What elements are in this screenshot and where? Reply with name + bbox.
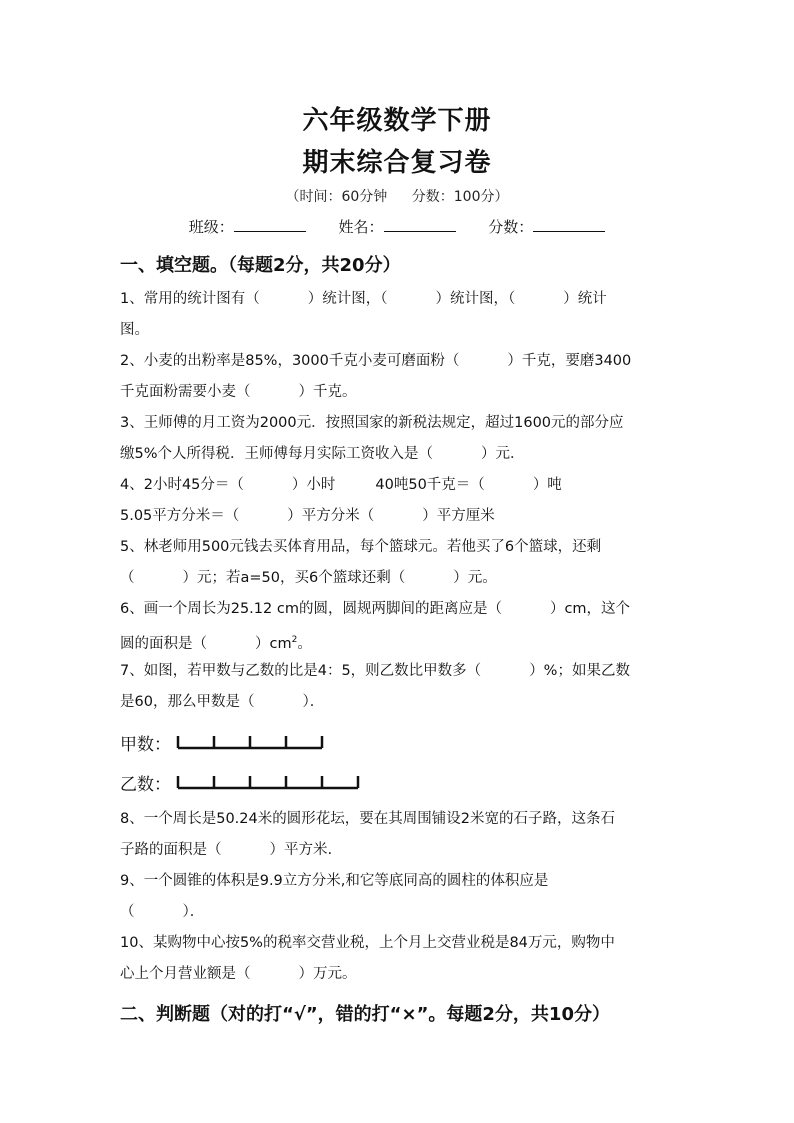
question-6-line-1: 6、画一个周长为25.12 cm的圆，圆规两脚间的距离应是（ ）cm，这个 xyxy=(120,601,631,617)
question-8-line-2: 子路的面积是（ ）平方米. xyxy=(120,842,333,858)
score-blank[interactable] xyxy=(533,217,605,232)
class-label: 班级： xyxy=(188,218,234,236)
question-5-line-1: 5、林老师用500元钱去买体育用品，每个篮球元。若他买了6个篮球，还剩 xyxy=(120,539,602,555)
question-2-line-2: 千克面粉需要小麦（ ）千克。 xyxy=(120,384,357,400)
jia-label: 甲数： xyxy=(120,735,171,755)
question-4-line-1: 4、2小时45分＝（ ）小时 40吨50千克＝（ ）吨 xyxy=(120,477,562,493)
question-10-line-1: 10、某购物中心按5%的税率交营业税，上个月上交营业税是84万元，购物中 xyxy=(120,935,615,951)
section-1-heading: 一、填空题。（每题2分，共20分） xyxy=(120,255,401,276)
score-label: 分数： xyxy=(488,218,534,236)
question-5-line-2: （ ）元；若a=50，买6个篮球还剩（ ）元。 xyxy=(120,570,497,586)
question-1-line-2: 图。 xyxy=(120,322,149,338)
question-10-line-2: 心上个月营业额是（ ）万元。 xyxy=(120,966,357,982)
name-blank[interactable] xyxy=(384,217,456,232)
yi-label: 乙数： xyxy=(120,775,171,795)
student-info-row xyxy=(0,216,794,237)
class-blank[interactable] xyxy=(234,217,306,232)
total-score: 分数：100分） xyxy=(411,189,509,205)
question-2-line-1: 2、小麦的出粉率是85%，3000千克小麦可磨面粉（ ）千克，要磨3400 xyxy=(120,353,632,369)
question-4-line-2: 5.05平方分米＝（ ）平方分米（ ）平方厘米 xyxy=(120,508,495,524)
yi-segment-bar xyxy=(176,772,376,792)
question-7-line-2: 是60，那么甲数是（ ）． xyxy=(120,694,325,710)
question-3-line-2: 缴5%个人所得税．王师傅每月实际工资收入是（ ）元． xyxy=(120,446,525,462)
question-6-line-2: 圆的面积是（ ）$cm^2$。 xyxy=(120,635,312,652)
question-9-line-1: 9、一个圆锥的体积是9.9立方分米,和它等底同高的圆柱的体积应是 xyxy=(120,873,549,889)
title-line-2: 期末综合复习卷 xyxy=(302,148,492,178)
question-7-line-1: 7、如图，若甲数与乙数的比是4：5，则乙数比甲数多（ ）%；如果乙数 xyxy=(120,663,630,679)
jia-segment-bar xyxy=(176,732,376,752)
title-line-1: 六年级数学下册 xyxy=(302,106,492,136)
section-2-heading: 二、判断题（对的打“√”，错的打“×”。每题2分，共10分） xyxy=(120,1004,610,1025)
exam-subtitle xyxy=(0,186,794,206)
time-limit: （时间：60分钟 xyxy=(285,189,388,205)
question-8-line-1: 8、一个周长是50.24米的圆形花坛，要在其周围铺设2米宽的石子路，这条石 xyxy=(120,811,615,827)
question-1-line-1: 1、常用的统计图有（ ）统计图，（ ）统计图，（ ）统计 xyxy=(120,291,607,307)
question-9-line-2: （ ）． xyxy=(120,904,205,920)
question-3-line-1: 3、王师傅的月工资为2000元．按照国家的新税法规定，超过1600元的部分应 xyxy=(120,415,624,431)
name-label: 姓名： xyxy=(338,218,384,236)
